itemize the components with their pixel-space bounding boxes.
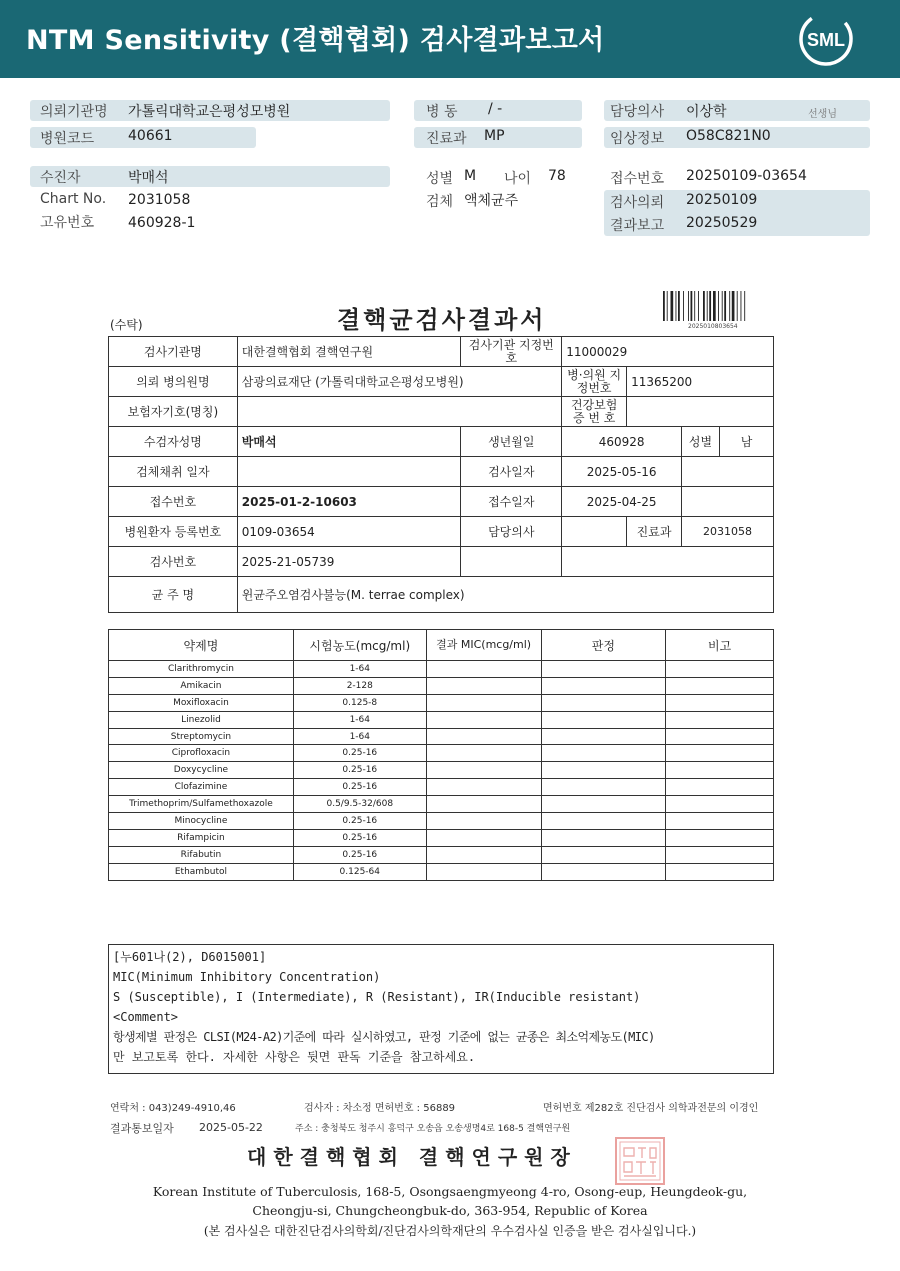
report-value: 20250529 xyxy=(686,215,758,231)
drug-remark xyxy=(666,779,774,796)
age-value: 78 xyxy=(548,168,566,184)
drug-judgment xyxy=(541,694,666,711)
barcode-bar xyxy=(688,291,689,321)
barcode-bar xyxy=(713,291,716,321)
barcode-bar xyxy=(737,291,738,321)
doctor-label: 담당의사 xyxy=(610,104,665,120)
report-header xyxy=(0,0,900,78)
drug-name: Ciprofloxacin xyxy=(109,745,294,762)
drug-remark xyxy=(666,728,774,745)
ward-label: 병 동 xyxy=(426,104,458,120)
drug-name: Linezolid xyxy=(109,711,294,728)
doctor-suffix: 선생님 xyxy=(808,109,837,120)
chart-label: Chart No. xyxy=(40,191,107,207)
notes-box xyxy=(108,944,774,1074)
table-row xyxy=(109,779,774,796)
barcode-bar xyxy=(729,291,730,321)
drug-remark xyxy=(666,762,774,779)
drug-range: 1-64 xyxy=(293,711,426,728)
barcode-bar xyxy=(703,291,705,321)
drug-name: Streptomycin xyxy=(109,728,294,745)
drug-range: 2-128 xyxy=(293,677,426,694)
drug-judgment xyxy=(541,677,666,694)
patient-pill xyxy=(30,166,390,187)
insured-value xyxy=(237,397,561,427)
license: 면허번호 제282호 진단검사 의학과전문의 이경인 xyxy=(543,1103,759,1114)
table-row xyxy=(109,661,774,678)
dept-label-cell: 진료과 xyxy=(627,517,682,547)
table-row xyxy=(109,711,774,728)
hosp-code-label: 병·의원 지정번호 xyxy=(562,367,627,397)
drug-range: 0.5/9.5-32/608 xyxy=(293,796,426,813)
test-no-value: 2025-21-05739 xyxy=(237,547,461,577)
barcode-bar xyxy=(722,291,723,321)
logo-text: SML xyxy=(807,30,845,50)
empty-cell xyxy=(682,487,774,517)
sex-value-cell: 남 xyxy=(720,427,774,457)
drug-name: Doxycycline xyxy=(109,762,294,779)
barcode-number: 2025010803654 xyxy=(688,323,738,330)
drug-judgment xyxy=(541,863,666,880)
drug-range: 0.25-16 xyxy=(293,779,426,796)
drug-range: 0.125-8 xyxy=(293,694,426,711)
dob-label: 생년월일 xyxy=(461,427,562,457)
receipt-label: 접수번호 xyxy=(610,171,665,187)
recv-date-label: 접수일자 xyxy=(461,487,562,517)
drug-range: 0.25-16 xyxy=(293,846,426,863)
barcode-icon xyxy=(662,291,770,323)
doctor-value: 이상학 xyxy=(686,104,727,120)
name-label: 수검자성명 xyxy=(109,427,238,457)
barcode-bar xyxy=(741,291,742,321)
table-row xyxy=(109,829,774,846)
drug-remark xyxy=(666,863,774,880)
notice-label: 결과통보일자 xyxy=(110,1122,174,1135)
drug-mic xyxy=(426,694,541,711)
table-row xyxy=(109,846,774,863)
unique-value: 460928-1 xyxy=(128,215,196,231)
lab-code-label: 검사기관 지정번호 xyxy=(461,337,562,367)
barcode-bar xyxy=(678,291,680,321)
drug-mic xyxy=(426,796,541,813)
request-label: 검사의뢰 xyxy=(610,195,665,211)
empty-cell xyxy=(461,547,562,577)
receipt-value: 20250109-03654 xyxy=(686,168,807,184)
collect-value xyxy=(237,457,461,487)
hospital-code-value: 40661 xyxy=(128,128,173,144)
drug-mic xyxy=(426,779,541,796)
doc-label: 담당의사 xyxy=(461,517,562,547)
dept-label: 진료과 xyxy=(426,131,467,147)
sex-value: M xyxy=(464,168,477,184)
drug-mic xyxy=(426,677,541,694)
drug-judgment xyxy=(541,796,666,813)
note-line: 만 보고토록 한다. 자세한 사항은 뒷면 판독 기준을 참고하세요. xyxy=(113,1050,476,1064)
drug-name: Trimethoprim/Sulfamethoxazole xyxy=(109,796,294,813)
drug-range: 0.125-64 xyxy=(293,863,426,880)
patient-label: 수진자 xyxy=(40,170,81,186)
age-label: 나이 xyxy=(504,171,532,187)
table-row xyxy=(109,796,774,813)
note-line: MIC(Minimum Inhibitory Concentration) xyxy=(113,970,381,984)
drug-mic xyxy=(426,813,541,830)
drug-mic xyxy=(426,829,541,846)
sml-logo-icon xyxy=(798,11,854,67)
sex-label-cell: 성별 xyxy=(682,427,720,457)
barcode-bar xyxy=(709,291,711,321)
note-line: S (Susceptible), I (Intermediate), R (Resistant), IR(Inducible resistant) xyxy=(113,990,641,1004)
drug-range: 0.25-16 xyxy=(293,745,426,762)
contact: 연락처 : 043)249-4910,46 xyxy=(110,1103,236,1114)
sex-label: 성별 xyxy=(426,171,454,187)
drug-remark xyxy=(666,694,774,711)
drug-name: Rifampicin xyxy=(109,829,294,846)
drug-mic xyxy=(426,846,541,863)
drug-mic xyxy=(426,745,541,762)
table-row xyxy=(109,728,774,745)
barcode-bar xyxy=(744,291,745,321)
notice-date: 2025-05-22 xyxy=(199,1121,263,1134)
drug-remark xyxy=(666,813,774,830)
test-date-value: 2025-05-16 xyxy=(562,457,682,487)
insured-label: 보험자기호(명칭) xyxy=(109,397,238,427)
request-value: 20250109 xyxy=(686,192,758,208)
barcode-bar xyxy=(663,291,665,321)
drug-name: Amikacin xyxy=(109,677,294,694)
drug-name: Moxifloxacin xyxy=(109,694,294,711)
report-info-table xyxy=(108,336,774,613)
collect-label: 검체채취 일자 xyxy=(109,457,238,487)
drug-mic xyxy=(426,711,541,728)
barcode-bar xyxy=(718,291,719,321)
drug-remark xyxy=(666,796,774,813)
table-row xyxy=(109,863,774,880)
drug-remark xyxy=(666,829,774,846)
clinical-label: 임상정보 xyxy=(610,131,665,147)
drug-mic xyxy=(426,863,541,880)
org-value: 윈균주오염검사불능(M. terrae complex) xyxy=(237,577,773,613)
drug-name: Clofazimine xyxy=(109,779,294,796)
drug-remark xyxy=(666,677,774,694)
tester: 검사자 : 차소정 면허번호 : 56889 xyxy=(304,1103,456,1114)
table-row xyxy=(109,762,774,779)
barcode-bar xyxy=(683,291,684,321)
table-row xyxy=(109,694,774,711)
address-ko: 주소 : 충청북도 청주시 흥덕구 오송읍 오송생명4로 168-5 결핵연구원 xyxy=(295,1124,571,1134)
drug-judgment xyxy=(541,762,666,779)
barcode-bar xyxy=(707,291,708,321)
table-row xyxy=(109,813,774,830)
hospital-code-label: 병원코드 xyxy=(40,131,95,147)
drug-judgment xyxy=(541,779,666,796)
barcode-bar xyxy=(732,291,735,321)
report-title: 결핵균검사결과서 xyxy=(337,306,547,334)
empty-cell xyxy=(682,457,774,487)
barcode-bar xyxy=(694,291,695,321)
header-remark: 비고 xyxy=(666,630,774,661)
note-line: [누601나(2), D6015001] xyxy=(113,950,267,964)
report-label: 결과보고 xyxy=(610,218,665,234)
institute-name: 대한결핵협회 결핵연구원장 xyxy=(247,1145,577,1169)
req-hosp-label: 의뢰 병의원명 xyxy=(109,367,238,397)
specimen-label: 검체 xyxy=(426,194,454,210)
chart-value: 2031058 xyxy=(128,192,191,208)
header-judgment: 판정 xyxy=(541,630,666,661)
drug-name: Rifabutin xyxy=(109,846,294,863)
reg-label: 병원환자 등록번호 xyxy=(109,517,238,547)
drug-judgment xyxy=(541,813,666,830)
recv-date-value: 2025-04-25 xyxy=(562,487,682,517)
lab-value: 대한결핵협회 결핵연구원 xyxy=(237,337,461,367)
lab-code-value: 11000029 xyxy=(562,337,774,367)
barcode-bar xyxy=(671,291,674,321)
test-no-label: 검사번호 xyxy=(109,547,238,577)
reg-value: 0109-03654 xyxy=(237,517,461,547)
drug-range: 0.25-16 xyxy=(293,762,426,779)
name-value: 박매석 xyxy=(237,427,461,457)
insurance-value xyxy=(627,397,774,427)
drug-range: 1-64 xyxy=(293,661,426,678)
drug-judgment xyxy=(541,711,666,728)
drug-range: 0.25-16 xyxy=(293,813,426,830)
report-subtitle: (수탁) xyxy=(110,318,143,332)
note-line: 항생제별 판정은 CLSI(M24-A2)기준에 따라 실시하였고, 판정 기준에 없는 균종은 최소억제농도(MIC) xyxy=(113,1030,655,1044)
test-date-label: 검사일자 xyxy=(461,457,562,487)
dept-value: MP xyxy=(484,128,505,144)
ward-value: / - xyxy=(488,101,503,117)
insurance-label: 건강보험 증 번 호 xyxy=(562,397,627,427)
drug-judgment xyxy=(541,661,666,678)
drug-remark xyxy=(666,711,774,728)
header-drug: 약제명 xyxy=(109,630,294,661)
drug-name: Clarithromycin xyxy=(109,661,294,678)
certification-note: (본 검사실은 대한진단검사의학회/진단검사의학재단의 우수검사실 인증을 받은 검사실입니다.) xyxy=(203,1224,697,1238)
hospital-value: 가톨릭대학교은평성모병원 xyxy=(128,104,291,120)
drug-judgment xyxy=(541,728,666,745)
drug-mic xyxy=(426,661,541,678)
doc-value xyxy=(562,517,627,547)
drug-remark xyxy=(666,661,774,678)
org-label: 균 주 명 xyxy=(109,577,238,613)
note-line: <Comment> xyxy=(113,1010,179,1024)
drug-remark xyxy=(666,846,774,863)
address-en-1: Korean Institute of Tuberculosis, 168-5, Osongsaengmyeong 4-ro, Osong-eup, Heungdeok-gu, xyxy=(152,1184,748,1199)
table-row xyxy=(109,677,774,694)
unique-label: 고유번호 xyxy=(40,215,95,231)
drug-judgment xyxy=(541,745,666,762)
drug-table xyxy=(108,629,774,881)
barcode-bar xyxy=(691,291,693,321)
barcode-bar xyxy=(724,291,726,321)
drug-judgment xyxy=(541,829,666,846)
table-row xyxy=(109,745,774,762)
barcode-bar xyxy=(698,291,699,321)
recv-no-value: 2025-01-2-10603 xyxy=(237,487,461,517)
address-en-2: Cheongju-si, Chungcheongbuk-do, 363-954, Republic of Korea xyxy=(252,1203,648,1218)
header-range: 시험농도(mcg/ml) xyxy=(293,630,426,661)
hosp-code-value: 11365200 xyxy=(627,367,774,397)
patient-value: 박매석 xyxy=(128,170,169,186)
drug-mic xyxy=(426,728,541,745)
specimen-value: 액체균주 xyxy=(464,193,519,209)
barcode-bar xyxy=(667,291,668,321)
drug-name: Minocycline xyxy=(109,813,294,830)
page-title: NTM Sensitivity (결핵협회) 검사결과보고서 xyxy=(26,25,605,56)
drug-range: 0.25-16 xyxy=(293,829,426,846)
barcode-bar xyxy=(676,291,677,321)
header-mic: 결과 MIC(mcg/ml) xyxy=(426,630,541,661)
recv-no-label: 접수번호 xyxy=(109,487,238,517)
lab-label: 검사기관명 xyxy=(109,337,238,367)
empty-cell xyxy=(562,547,774,577)
drug-judgment xyxy=(541,846,666,863)
req-hosp-value: 삼광의료재단 (가톨릭대학교은평성모병원) xyxy=(237,367,561,397)
drug-mic xyxy=(426,762,541,779)
hospital-label: 의뢰기관명 xyxy=(40,104,108,120)
clinical-value: O58C821N0 xyxy=(686,128,771,144)
drug-table-header xyxy=(109,630,774,661)
dept-value-cell: 2031058 xyxy=(682,517,774,547)
official-seal-icon xyxy=(612,1136,668,1186)
drug-remark xyxy=(666,745,774,762)
drug-range: 1-64 xyxy=(293,728,426,745)
drug-name: Ethambutol xyxy=(109,863,294,880)
dob-value: 460928 xyxy=(562,427,682,457)
